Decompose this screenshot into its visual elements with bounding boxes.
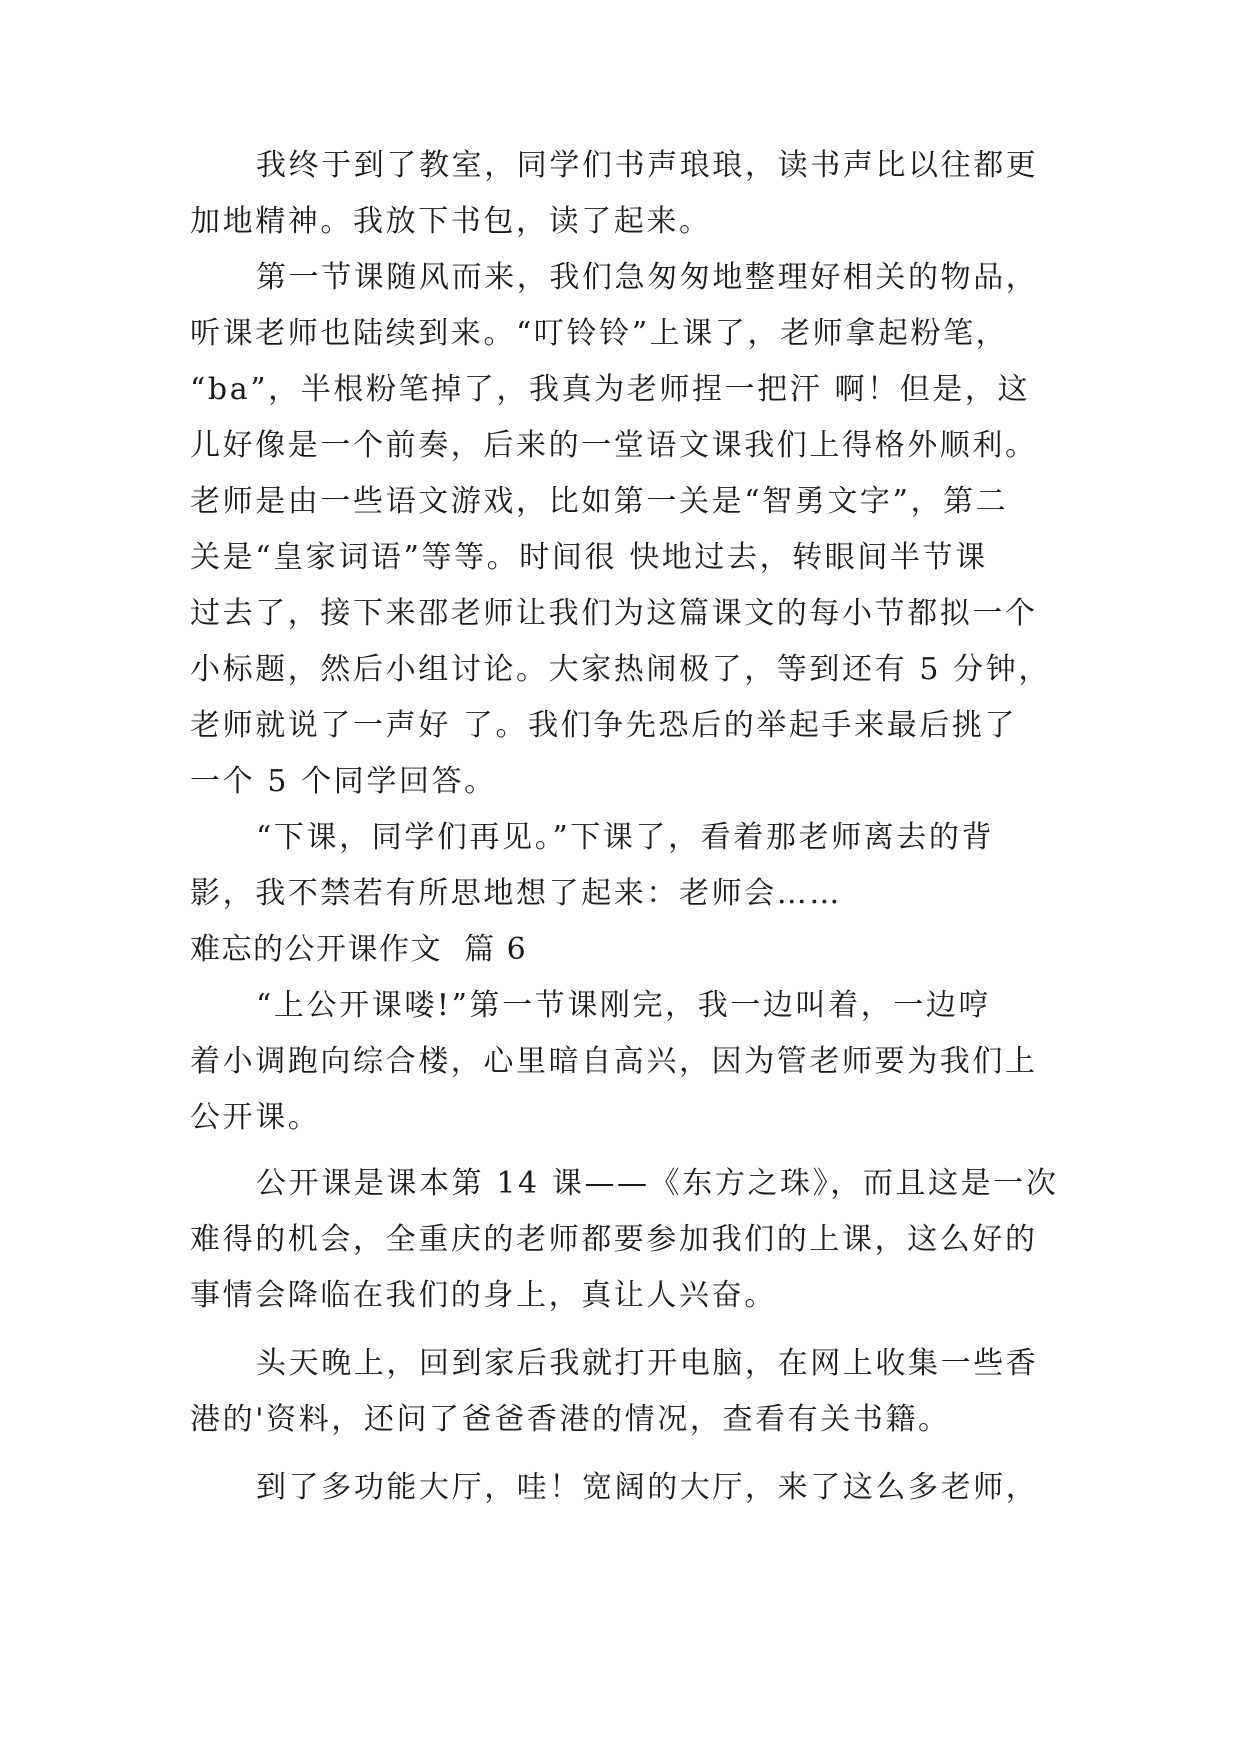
section-heading: 难忘的公开课作文 篇 6 — [190, 932, 528, 967]
paragraph-line: 影，我不禁若有所思地想了起来：老师会…… — [190, 876, 842, 911]
paragraph-line: 听课老师也陆续到来。“叮铃铃”上课了，老师拿起粉笔， — [190, 316, 1009, 351]
paragraph-line: 一个 5 个同学回答。 — [190, 764, 497, 799]
paragraph-line: 老师就说了一声好 了。我们争先恐后的举起手来最后挑了 — [190, 708, 1018, 743]
paragraph-line: 着小调跑向综合楼，心里暗自高兴，因为管老师要为我们上 — [190, 1044, 1038, 1079]
paragraph-line: “上公开课喽!”第一节课刚完，我一边叫着，一边哼 — [256, 988, 992, 1023]
paragraph-line: 小标题，然后小组讨论。大家热闹极了，等到还有 5 分钟， — [190, 652, 1051, 687]
paragraph-line: 加地精神。我放下书包，读了起来。 — [190, 204, 712, 239]
paragraph-line: 关是“皇家词语”等等。时间很 快地过去，转眼间半节课 — [190, 540, 988, 575]
paragraph-line: 难得的机会，全重庆的老师都要参加我们的上课，这么好的 — [190, 1222, 1038, 1257]
paragraph-line: 过去了，接下来邵老师让我们为这篇课文的每小节都拟一个 — [190, 596, 1038, 631]
paragraph-line: “下课，同学们再见。”下课了，看着那老师离去的背 — [256, 820, 995, 855]
paragraph-line: “ba”，半根粉笔掉了，我真为老师捏一把汗 啊！但是，这 — [190, 372, 1031, 407]
paragraph-line: 第一节课随风而来，我们急匆匆地整理好相关的物品， — [256, 260, 1039, 295]
paragraph-line: 我终于到了教室，同学们书声琅琅，读书声比以往都更 — [256, 148, 1039, 183]
paragraph-line: 公开课是课本第 14 课——《东方之珠》，而且这是一次 — [256, 1166, 1059, 1201]
paragraph-line: 公开课。 — [190, 1100, 321, 1135]
paragraph-line: 事情会降临在我们的身上，真让人兴奋。 — [190, 1278, 777, 1313]
paragraph-line: 头天晚上，回到家后我就打开电脑，在网上收集一些香 — [256, 1346, 1039, 1381]
paragraph-line: 港的'资料，还问了爸爸香港的情况，查看有关书籍。 — [190, 1402, 951, 1437]
paragraph-line: 到了多功能大厅，哇！宽阔的大厅，来了这么多老师， — [256, 1470, 1039, 1505]
paragraph-line: 老师是由一些语文游戏，比如第一关是“智勇文字”，第二 — [190, 484, 1009, 519]
paragraph-line: 儿好像是一个前奏，后来的一堂语文课我们上得格外顺利。 — [190, 428, 1038, 463]
